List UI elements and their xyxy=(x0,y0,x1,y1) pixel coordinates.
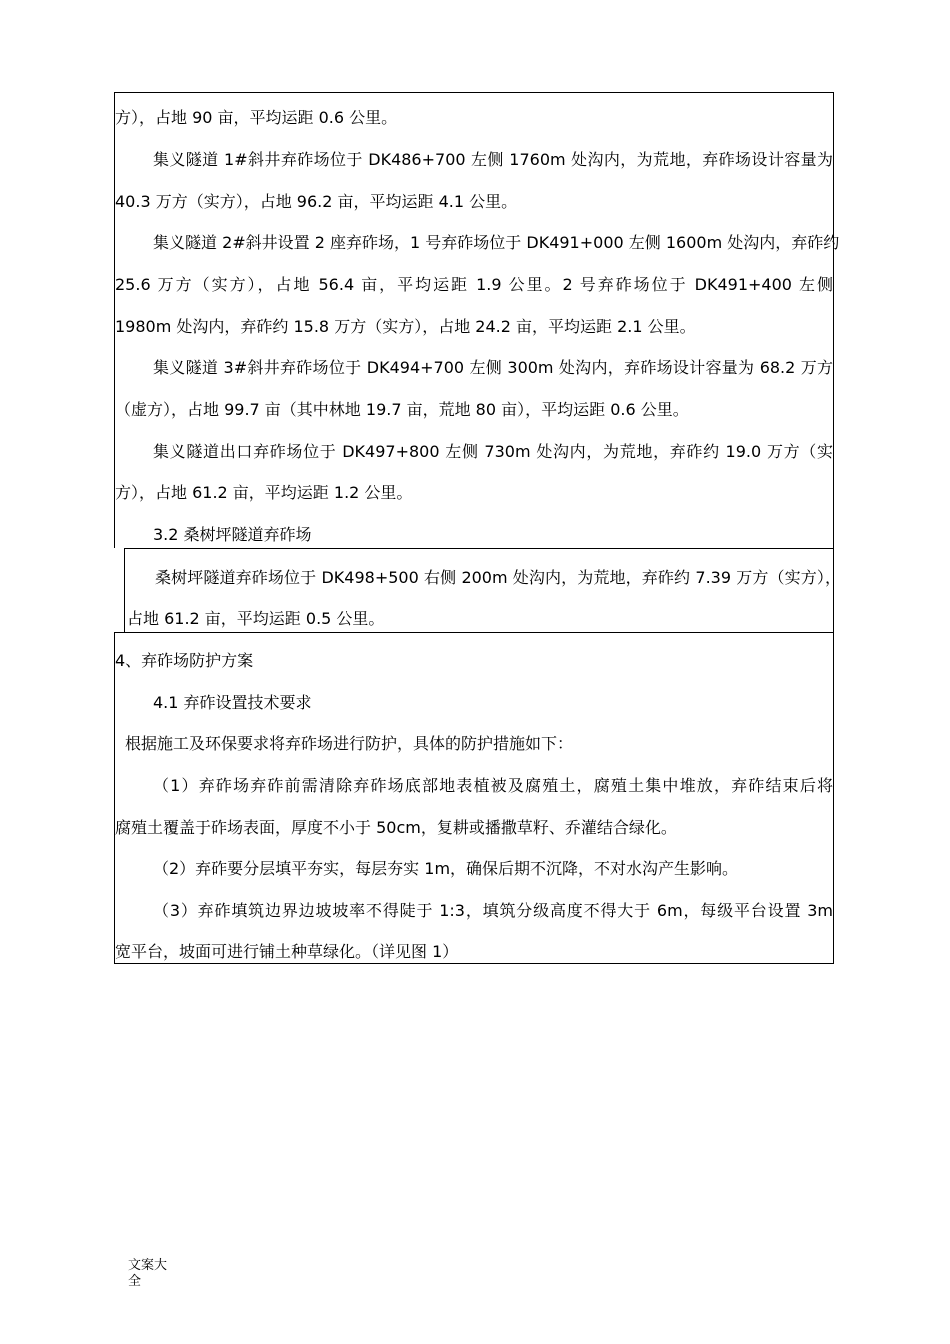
text-line: 25.6 万方（实方），占地 56.4 亩，平均运距 1.9 公里。2 号弃砟场位于 DK491+400 左侧 xyxy=(115,275,833,294)
text-line: （1）弃砟场弃砟前需清除弃砟场底部地表植被及腐殖土，腐殖土集中堆放，弃砟结束后将 xyxy=(153,776,833,795)
text-line: 腐殖土覆盖于砟场表面，厚度不小于 50cm，复耕或播撒草籽、乔灌结合绿化。 xyxy=(115,818,677,837)
content-block-1 xyxy=(114,92,840,548)
section-heading: 3.2 桑树坪隧道弃砟场 xyxy=(153,525,312,544)
text-line: 宽平台，坡面可进行铺土种草绿化。（详见图 1） xyxy=(115,942,459,961)
text-line: （3）弃砟填筑边界边坡坡率不得陡于 1:3，填筑分级高度不得大于 6m，每级平台设置 3m xyxy=(153,901,833,920)
text-line: 根据施工及环保要求将弃砟场进行防护，具体的防护措施如下： xyxy=(125,734,574,753)
text-line: 集义隧道出口弃砟场位于 DK497+800 左侧 730m 处沟内，为荒地，弃砟约 19.0 万方（实 xyxy=(153,442,833,461)
text-line: 占地 61.2 亩，平均运距 0.5 公里。 xyxy=(127,609,385,628)
text-line: 1980m 处沟内，弃砟约 15.8 万方（实方），占地 24.2 亩，平均运距 2.1 公里。 xyxy=(115,317,696,336)
text-line: 桑树坪隧道弃砟场位于 DK498+500 右侧 200m 处沟内，为荒地，弃砟约 7.39 万方（实方）， xyxy=(155,568,841,587)
text-line: （虚方），占地 99.7 亩（其中林地 19.7 亩，荒地 80 亩），平均运距 0.6 公里。 xyxy=(115,400,689,419)
text-line: 方），占地 61.2 亩，平均运距 1.2 公里。 xyxy=(115,483,413,502)
text-line: 40.3 万方（实方），占地 96.2 亩，平均运距 4.1 公里。 xyxy=(115,192,518,211)
content-block-2 xyxy=(124,548,841,632)
content-block-3 xyxy=(114,632,834,964)
text-line: 方），占地 90 亩，平均运距 0.6 公里。 xyxy=(115,108,398,127)
text-line: 集义隧道 3#斜井弃砟场位于 DK494+700 左侧 300m 处沟内，弃砟场设计容量为 68.2 万方 xyxy=(153,358,833,377)
text-line: 集义隧道 2#斜井设置 2 座弃砟场，1 号弃砟场位于 DK491+000 左侧 1600m 处沟内，弃砟约 xyxy=(153,233,840,252)
footer-watermark: 文案大全 xyxy=(128,1258,168,1289)
text-line: （2）弃砟要分层填平夯实，每层夯实 1m，确保后期不沉降，不对水沟产生影响。 xyxy=(153,859,739,878)
subsection-heading: 4.1 弃砟设置技术要求 xyxy=(153,693,312,712)
text-line: 集义隧道 1#斜井弃砟场位于 DK486+700 左侧 1760m 处沟内，为荒地，弃砟场设计容量为 xyxy=(153,150,833,169)
section-heading: 4、弃砟场防护方案 xyxy=(115,651,254,670)
